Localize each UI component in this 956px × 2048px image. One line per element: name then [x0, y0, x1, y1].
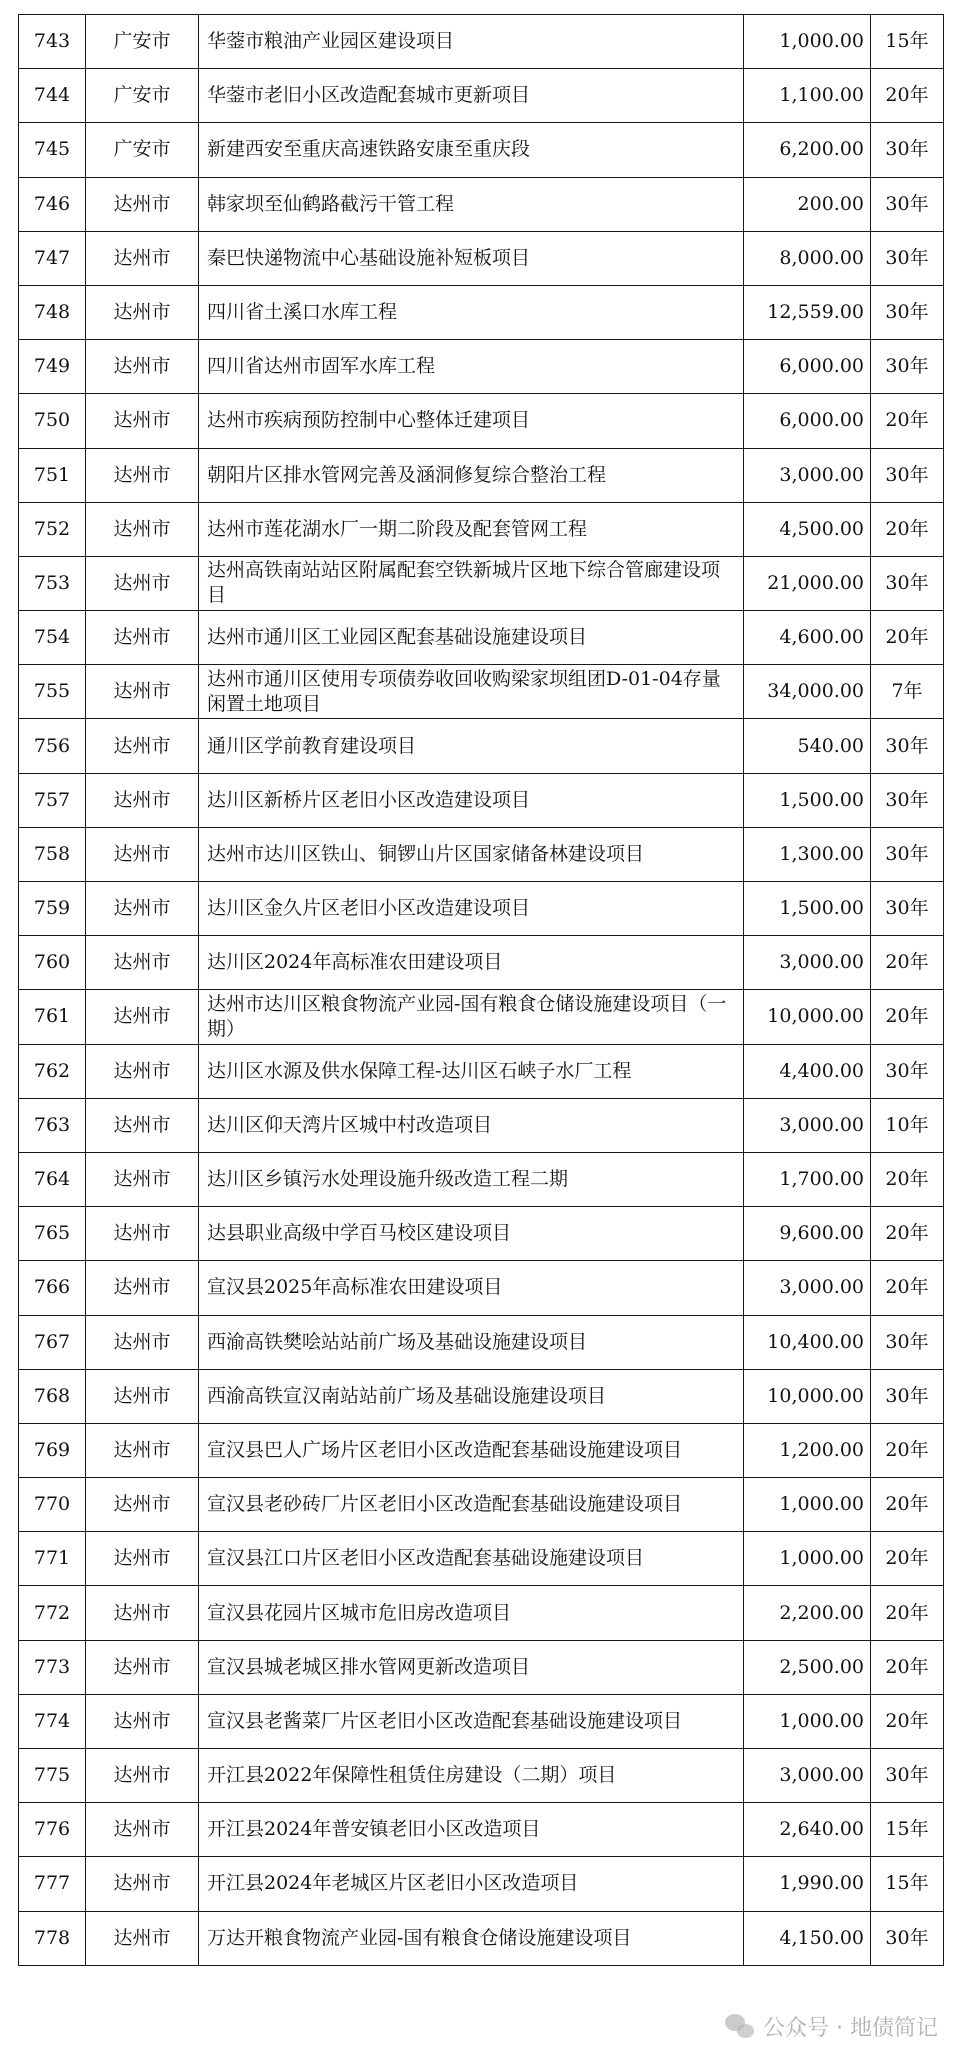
project-name-cell: 开江县2024年普安镇老旧小区改造项目	[199, 1803, 744, 1857]
term-cell: 30年	[871, 1044, 944, 1098]
row-number: 769	[19, 1423, 86, 1477]
term-cell: 20年	[871, 936, 944, 990]
table-row	[19, 69, 944, 123]
project-name-cell: 宣汉县巴人广场片区老旧小区改造配套基础设施建设项目	[199, 1423, 744, 1477]
table-row	[19, 1803, 944, 1857]
row-number: 777	[19, 1857, 86, 1911]
amount-cell: 1,200.00	[744, 1423, 871, 1477]
amount-cell: 4,400.00	[744, 1044, 871, 1098]
amount-cell: 21,000.00	[744, 556, 871, 610]
term-cell: 20年	[871, 502, 944, 556]
project-name-cell: 达州市莲花湖水厂一期二阶段及配套管网工程	[199, 502, 744, 556]
row-number: 772	[19, 1586, 86, 1640]
row-number: 771	[19, 1532, 86, 1586]
project-name-cell: 宣汉县花园片区城市危旧房改造项目	[199, 1586, 744, 1640]
term-cell: 20年	[871, 1423, 944, 1477]
project-name-cell: 宣汉县2025年高标准农田建设项目	[199, 1261, 744, 1315]
row-number: 767	[19, 1315, 86, 1369]
table-row	[19, 1315, 944, 1369]
term-cell: 20年	[871, 1640, 944, 1694]
table-row	[19, 123, 944, 177]
table-row	[19, 1207, 944, 1261]
term-cell: 15年	[871, 15, 944, 69]
row-number: 764	[19, 1152, 86, 1206]
amount-cell: 1,000.00	[744, 1478, 871, 1532]
row-number: 755	[19, 665, 86, 719]
wechat-icon	[725, 2014, 755, 2040]
row-number: 756	[19, 719, 86, 773]
table-row	[19, 177, 944, 231]
term-cell: 20年	[871, 990, 944, 1044]
project-name-cell: 四川省达州市固军水库工程	[199, 340, 744, 394]
table-row	[19, 1640, 944, 1694]
amount-cell: 1,990.00	[744, 1857, 871, 1911]
amount-cell: 3,000.00	[744, 1749, 871, 1803]
city-cell: 达州市	[86, 882, 199, 936]
project-name-cell: 达川区新桥片区老旧小区改造建设项目	[199, 773, 744, 827]
amount-cell: 2,200.00	[744, 1586, 871, 1640]
row-number: 766	[19, 1261, 86, 1315]
table-row	[19, 1857, 944, 1911]
table-row	[19, 502, 944, 556]
table-row	[19, 556, 944, 610]
table-row	[19, 665, 944, 719]
city-cell: 达州市	[86, 1478, 199, 1532]
term-cell: 30年	[871, 1369, 944, 1423]
table-row	[19, 719, 944, 773]
row-number: 768	[19, 1369, 86, 1423]
city-cell: 达州市	[86, 665, 199, 719]
term-cell: 20年	[871, 1261, 944, 1315]
amount-cell: 3,000.00	[744, 448, 871, 502]
table-row	[19, 394, 944, 448]
row-number: 758	[19, 827, 86, 881]
row-number: 774	[19, 1694, 86, 1748]
city-cell: 达州市	[86, 1152, 199, 1206]
amount-cell: 3,000.00	[744, 1098, 871, 1152]
row-number: 743	[19, 15, 86, 69]
project-name-cell: 西渝高铁宣汉南站站前广场及基础设施建设项目	[199, 1369, 744, 1423]
city-cell: 达州市	[86, 340, 199, 394]
amount-cell: 2,640.00	[744, 1803, 871, 1857]
city-cell: 达州市	[86, 448, 199, 502]
table-row	[19, 340, 944, 394]
city-cell: 广安市	[86, 69, 199, 123]
term-cell: 15年	[871, 1803, 944, 1857]
amount-cell: 1,500.00	[744, 882, 871, 936]
table-row	[19, 1478, 944, 1532]
row-number: 775	[19, 1749, 86, 1803]
term-cell: 20年	[871, 394, 944, 448]
amount-cell: 10,400.00	[744, 1315, 871, 1369]
project-name-cell: 宣汉县老砂砖厂片区老旧小区改造配套基础设施建设项目	[199, 1478, 744, 1532]
amount-cell: 1,000.00	[744, 1532, 871, 1586]
city-cell: 达州市	[86, 1261, 199, 1315]
amount-cell: 1,700.00	[744, 1152, 871, 1206]
amount-cell: 8,000.00	[744, 231, 871, 285]
amount-cell: 3,000.00	[744, 1261, 871, 1315]
term-cell: 30年	[871, 827, 944, 881]
amount-cell: 12,559.00	[744, 285, 871, 339]
row-number: 763	[19, 1098, 86, 1152]
term-cell: 20年	[871, 1207, 944, 1261]
amount-cell: 200.00	[744, 177, 871, 231]
row-number: 770	[19, 1478, 86, 1532]
term-cell: 30年	[871, 340, 944, 394]
table-row	[19, 990, 944, 1044]
term-cell: 30年	[871, 1749, 944, 1803]
project-name-cell: 宣汉县城老城区排水管网更新改造项目	[199, 1640, 744, 1694]
project-name-cell: 开江县2024年老城区片区老旧小区改造项目	[199, 1857, 744, 1911]
amount-cell: 1,500.00	[744, 773, 871, 827]
row-number: 744	[19, 69, 86, 123]
table-row	[19, 611, 944, 665]
project-name-cell: 达州市达川区铁山、铜锣山片区国家储备林建设项目	[199, 827, 744, 881]
row-number: 778	[19, 1911, 86, 1965]
city-cell: 达州市	[86, 1586, 199, 1640]
term-cell: 30年	[871, 448, 944, 502]
row-number: 773	[19, 1640, 86, 1694]
term-cell: 10年	[871, 1098, 944, 1152]
table-row	[19, 448, 944, 502]
term-cell: 20年	[871, 1152, 944, 1206]
row-number: 760	[19, 936, 86, 990]
term-cell: 20年	[871, 1478, 944, 1532]
table-row	[19, 285, 944, 339]
table-row	[19, 1911, 944, 1965]
amount-cell: 10,000.00	[744, 990, 871, 1044]
table-row	[19, 1152, 944, 1206]
city-cell: 达州市	[86, 936, 199, 990]
table-row	[19, 15, 944, 69]
row-number: 754	[19, 611, 86, 665]
city-cell: 达州市	[86, 1315, 199, 1369]
row-number: 765	[19, 1207, 86, 1261]
project-name-cell: 西渝高铁樊哙站站前广场及基础设施建设项目	[199, 1315, 744, 1369]
city-cell: 达州市	[86, 1369, 199, 1423]
city-cell: 达州市	[86, 556, 199, 610]
city-cell: 达州市	[86, 1044, 199, 1098]
amount-cell: 3,000.00	[744, 936, 871, 990]
term-cell: 20年	[871, 1694, 944, 1748]
amount-cell: 6,000.00	[744, 340, 871, 394]
city-cell: 广安市	[86, 15, 199, 69]
row-number: 752	[19, 502, 86, 556]
term-cell: 20年	[871, 1586, 944, 1640]
amount-cell: 1,300.00	[744, 827, 871, 881]
city-cell: 达州市	[86, 1694, 199, 1748]
project-name-cell: 韩家坝至仙鹤路截污干管工程	[199, 177, 744, 231]
project-name-cell: 达川区2024年高标准农田建设项目	[199, 936, 744, 990]
amount-cell: 1,000.00	[744, 1694, 871, 1748]
city-cell: 达州市	[86, 1803, 199, 1857]
table-row	[19, 773, 944, 827]
project-name-cell: 万达开粮食物流产业园-国有粮食仓储设施建设项目	[199, 1911, 744, 1965]
term-cell: 30年	[871, 177, 944, 231]
row-number: 750	[19, 394, 86, 448]
project-name-cell: 达川区金久片区老旧小区改造建设项目	[199, 882, 744, 936]
city-cell: 达州市	[86, 1857, 199, 1911]
city-cell: 达州市	[86, 1749, 199, 1803]
table-row	[19, 1044, 944, 1098]
project-name-cell: 华蓥市粮油产业园区建设项目	[199, 15, 744, 69]
city-cell: 达州市	[86, 394, 199, 448]
project-name-cell: 朝阳片区排水管网完善及涵洞修复综合整治工程	[199, 448, 744, 502]
row-number: 762	[19, 1044, 86, 1098]
row-number: 751	[19, 448, 86, 502]
term-cell: 30年	[871, 556, 944, 610]
project-name-cell: 华蓥市老旧小区改造配套城市更新项目	[199, 69, 744, 123]
city-cell: 达州市	[86, 1640, 199, 1694]
project-name-cell: 达州市通川区使用专项债券收回收购梁家坝组团D-01-04存量闲置土地项目	[199, 665, 744, 719]
city-cell: 达州市	[86, 773, 199, 827]
row-number: 749	[19, 340, 86, 394]
term-cell: 30年	[871, 773, 944, 827]
bond-project-table	[18, 14, 944, 1966]
row-number: 745	[19, 123, 86, 177]
project-name-cell: 宣汉县江口片区老旧小区改造配套基础设施建设项目	[199, 1532, 744, 1586]
term-cell: 20年	[871, 69, 944, 123]
term-cell: 30年	[871, 285, 944, 339]
amount-cell: 10,000.00	[744, 1369, 871, 1423]
row-number: 747	[19, 231, 86, 285]
city-cell: 达州市	[86, 719, 199, 773]
project-name-cell: 四川省土溪口水库工程	[199, 285, 744, 339]
row-number: 776	[19, 1803, 86, 1857]
table-row	[19, 827, 944, 881]
amount-cell: 34,000.00	[744, 665, 871, 719]
table-row	[19, 1586, 944, 1640]
watermark-text: 公众号 · 地债简记	[763, 2016, 938, 2041]
term-cell: 30年	[871, 719, 944, 773]
term-cell: 30年	[871, 231, 944, 285]
project-name-cell: 开江县2022年保障性租赁住房建设（二期）项目	[199, 1749, 744, 1803]
city-cell: 达州市	[86, 285, 199, 339]
term-cell: 7年	[871, 665, 944, 719]
project-name-cell: 达县职业高级中学百马校区建设项目	[199, 1207, 744, 1261]
amount-cell: 4,500.00	[744, 502, 871, 556]
city-cell: 达州市	[86, 990, 199, 1044]
table-row	[19, 1749, 944, 1803]
city-cell: 达州市	[86, 827, 199, 881]
term-cell: 30年	[871, 882, 944, 936]
term-cell: 20年	[871, 1532, 944, 1586]
amount-cell: 4,600.00	[744, 611, 871, 665]
row-number: 753	[19, 556, 86, 610]
table-row	[19, 231, 944, 285]
city-cell: 达州市	[86, 231, 199, 285]
term-cell: 30年	[871, 1315, 944, 1369]
city-cell: 达州市	[86, 1423, 199, 1477]
project-name-cell: 达川区乡镇污水处理设施升级改造工程二期	[199, 1152, 744, 1206]
project-name-cell: 达州市疾病预防控制中心整体迁建项目	[199, 394, 744, 448]
city-cell: 达州市	[86, 1911, 199, 1965]
table-row	[19, 1261, 944, 1315]
table-row	[19, 1423, 944, 1477]
city-cell: 达州市	[86, 177, 199, 231]
amount-cell: 6,200.00	[744, 123, 871, 177]
row-number: 759	[19, 882, 86, 936]
amount-cell: 9,600.00	[744, 1207, 871, 1261]
row-number: 748	[19, 285, 86, 339]
city-cell: 达州市	[86, 611, 199, 665]
city-cell: 达州市	[86, 1098, 199, 1152]
table-row	[19, 936, 944, 990]
table-row	[19, 1532, 944, 1586]
project-name-cell: 达川区仰天湾片区城中村改造项目	[199, 1098, 744, 1152]
table-row	[19, 1098, 944, 1152]
amount-cell: 1,000.00	[744, 15, 871, 69]
amount-cell: 1,100.00	[744, 69, 871, 123]
table-body	[19, 15, 944, 1966]
city-cell: 达州市	[86, 1207, 199, 1261]
amount-cell: 6,000.00	[744, 394, 871, 448]
amount-cell: 540.00	[744, 719, 871, 773]
row-number: 761	[19, 990, 86, 1044]
term-cell: 15年	[871, 1857, 944, 1911]
row-number: 757	[19, 773, 86, 827]
project-name-cell: 达川区水源及供水保障工程-达川区石峡子水厂工程	[199, 1044, 744, 1098]
term-cell: 30年	[871, 1911, 944, 1965]
watermark	[725, 2011, 938, 2042]
city-cell: 达州市	[86, 1532, 199, 1586]
table-row	[19, 882, 944, 936]
project-name-cell: 达州市通川区工业园区配套基础设施建设项目	[199, 611, 744, 665]
term-cell: 20年	[871, 611, 944, 665]
project-name-cell: 宣汉县老酱菜厂片区老旧小区改造配套基础设施建设项目	[199, 1694, 744, 1748]
term-cell: 30年	[871, 123, 944, 177]
city-cell: 广安市	[86, 123, 199, 177]
city-cell: 达州市	[86, 502, 199, 556]
project-name-cell: 秦巴快递物流中心基础设施补短板项目	[199, 231, 744, 285]
project-name-cell: 达州高铁南站站区附属配套空铁新城片区地下综合管廊建设项目	[199, 556, 744, 610]
project-name-cell: 达州市达川区粮食物流产业园-国有粮食仓储设施建设项目（一期）	[199, 990, 744, 1044]
amount-cell: 2,500.00	[744, 1640, 871, 1694]
amount-cell: 4,150.00	[744, 1911, 871, 1965]
table-row	[19, 1694, 944, 1748]
project-name-cell: 新建西安至重庆高速铁路安康至重庆段	[199, 123, 744, 177]
table-row	[19, 1369, 944, 1423]
project-name-cell: 通川区学前教育建设项目	[199, 719, 744, 773]
row-number: 746	[19, 177, 86, 231]
